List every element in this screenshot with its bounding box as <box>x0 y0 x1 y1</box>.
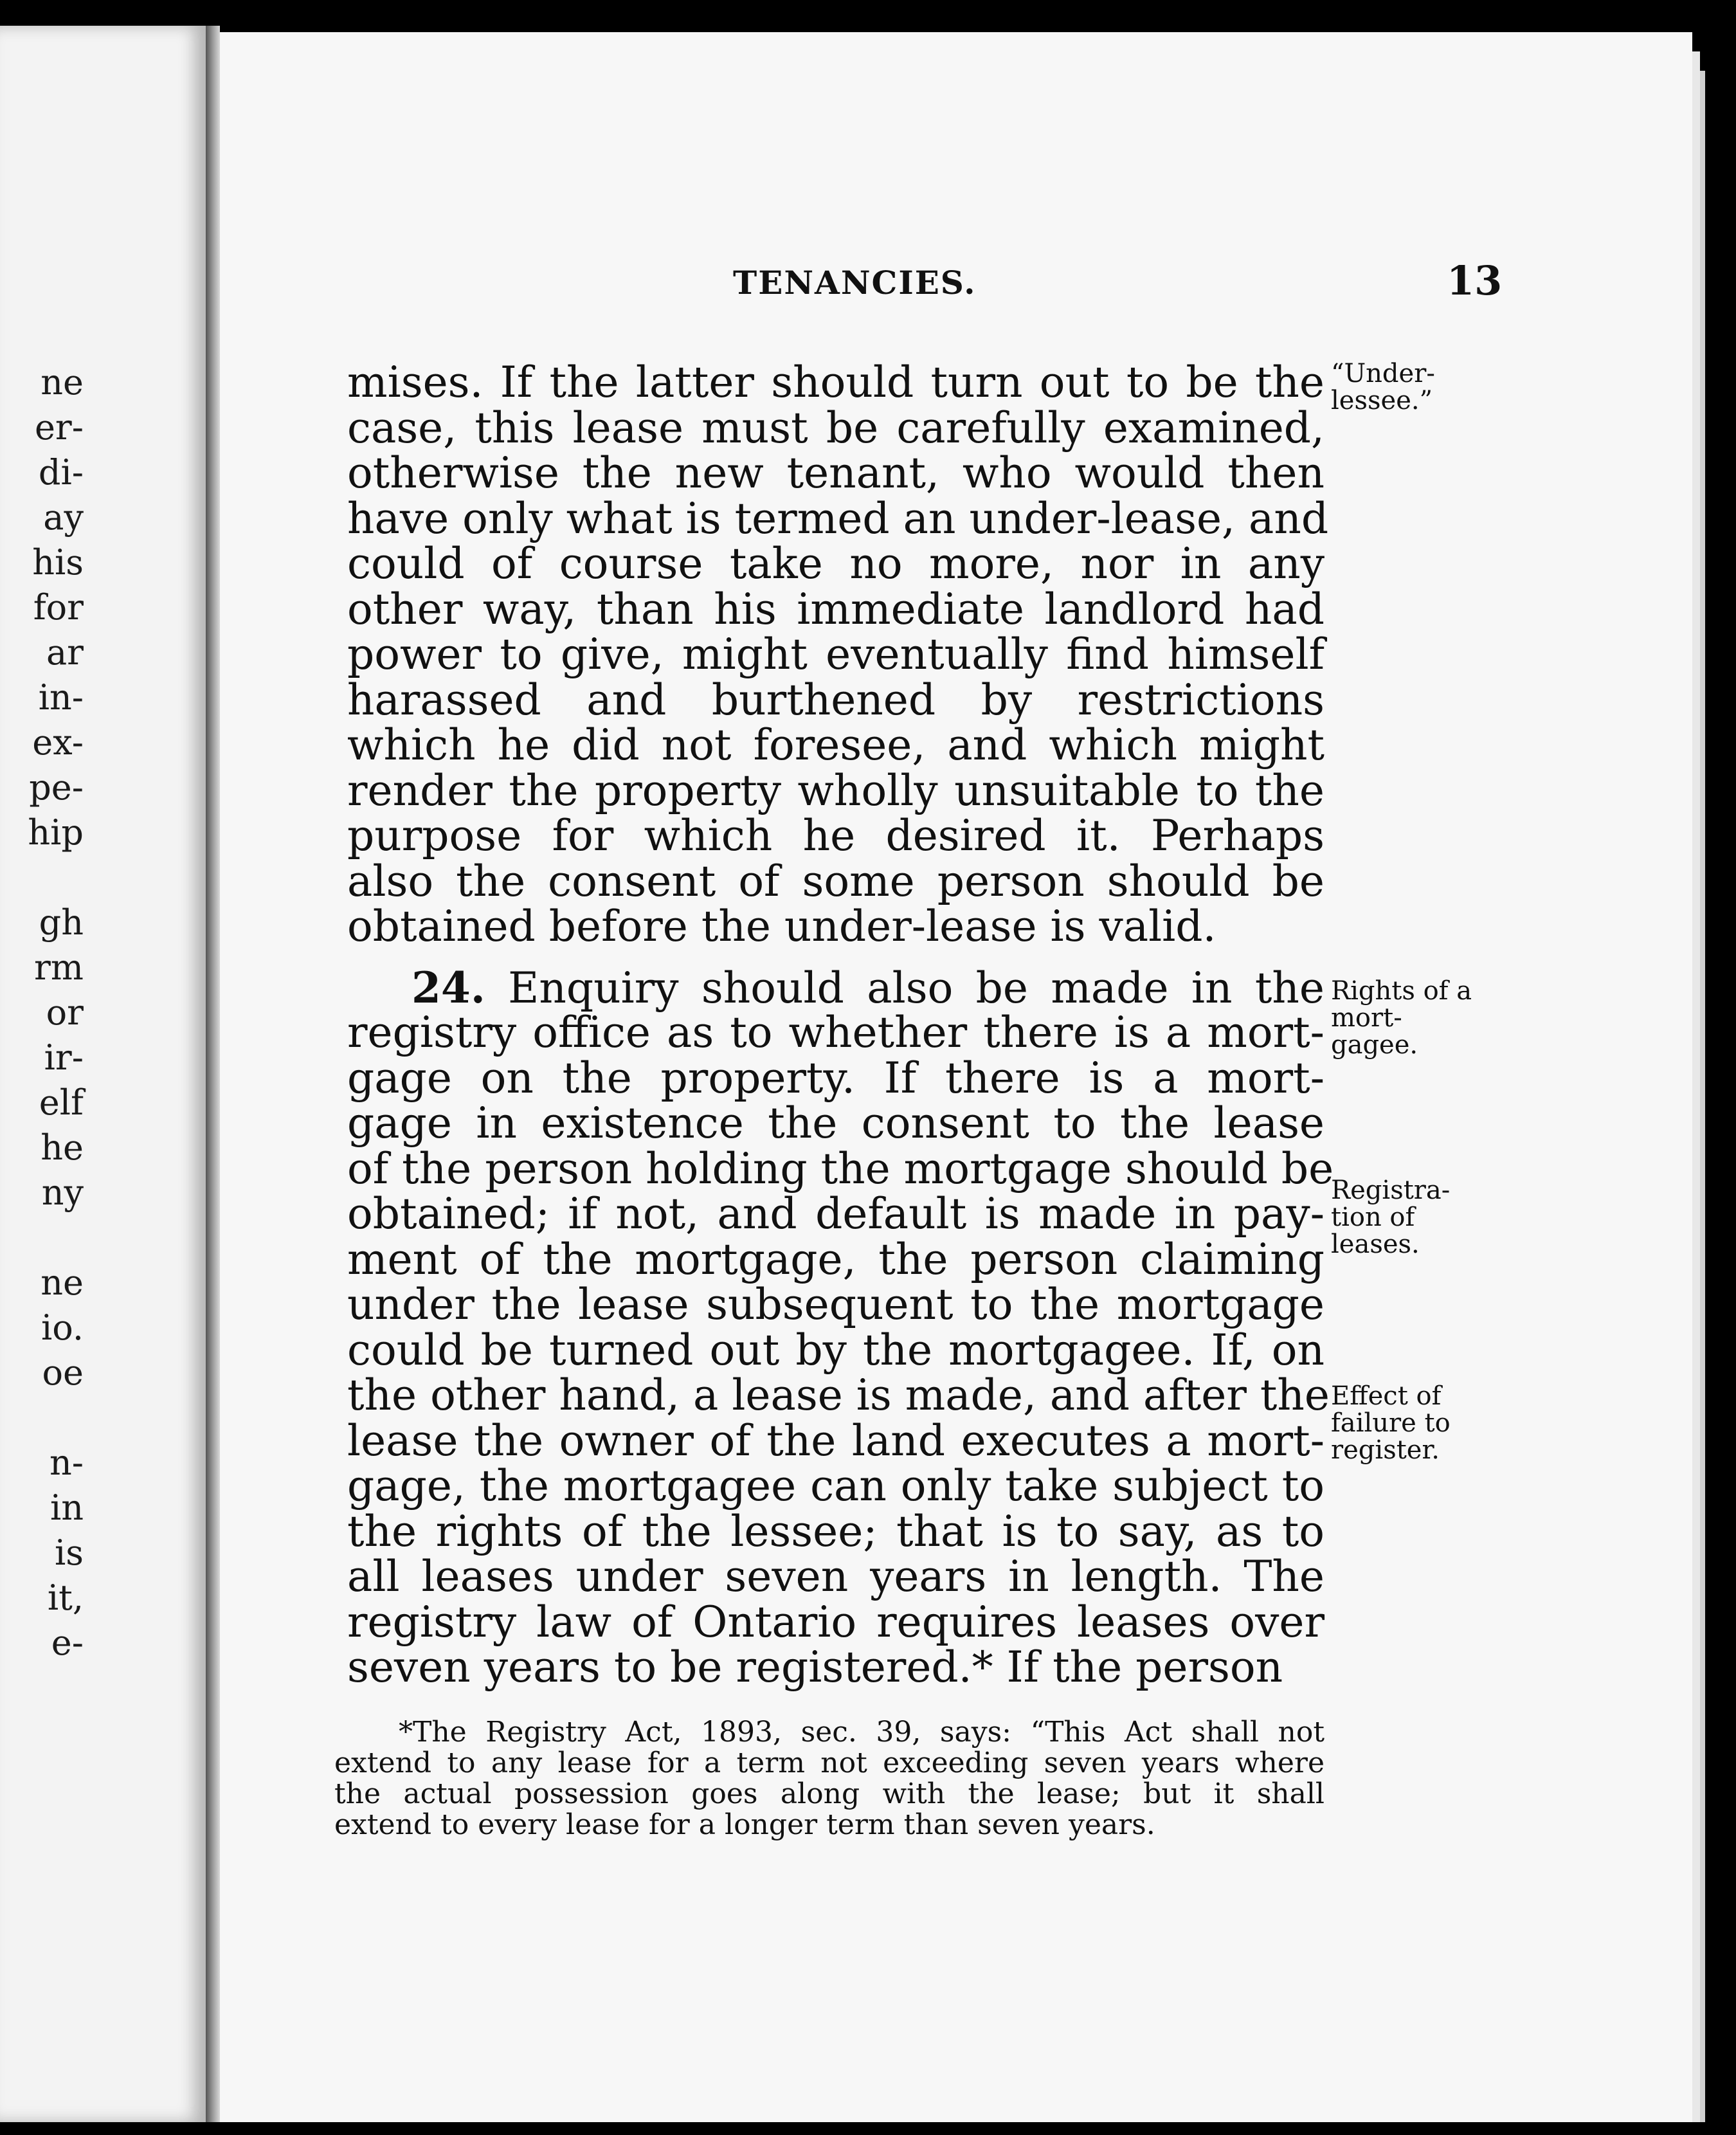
text-line: could of course take no more, nor in any <box>347 539 1325 588</box>
left-page-fragments <box>0 360 84 1666</box>
text-line: have only what is termed an under-lease, and <box>347 493 1329 543</box>
text-line: seven years to be registered.* If the person <box>347 1642 1283 1692</box>
left-page-fragment: elf <box>39 1082 84 1123</box>
page-number: 13 <box>1447 257 1503 304</box>
text-line: could be turned out by the mortgagee. If, on <box>347 1325 1325 1375</box>
margin-note-effect-of-failure: Effect of failure to register. <box>1331 1381 1451 1465</box>
text-line: lease the owner of the land executes a mort- <box>347 1415 1325 1466</box>
text-line: other way, than his immediate landlord had <box>347 584 1325 634</box>
left-page-fragment: in- <box>38 677 84 718</box>
text-line: render the property wholly unsuitable to the <box>347 765 1325 815</box>
body-text <box>347 358 1334 1692</box>
text-line: purpose for which he desired it. Perhaps <box>347 811 1325 860</box>
left-page-fragment: ay <box>43 497 84 538</box>
text-line: the other hand, a lease is made, and after the <box>347 1370 1330 1420</box>
left-page-fragment <box>0 855 84 900</box>
text-line: registry office as to whether there is a mort- <box>347 1008 1325 1057</box>
left-page-fragment: or <box>46 992 84 1033</box>
text-line: mises. If the latter should turn out to be the <box>347 358 1325 407</box>
text-line: power to give, might eventually find himself <box>347 630 1325 679</box>
left-page-fragment: ny <box>41 1172 84 1213</box>
left-page-fragment: he <box>41 1127 84 1168</box>
left-page-fragment: e- <box>51 1622 84 1663</box>
text-line: obtained; if not, and default is made in pay- <box>347 1189 1325 1239</box>
left-page-fragment: n- <box>49 1442 84 1483</box>
left-page-fragment: er- <box>34 407 84 448</box>
left-page-fragment: rm <box>33 947 84 988</box>
margin-note-registration-of-leases: Registra-tion of leases. <box>1331 1176 1451 1259</box>
text-line: all leases under seven years in length. The <box>347 1552 1325 1601</box>
text-line: otherwise the new tenant, who would then <box>347 448 1325 498</box>
page-edge-shadow <box>1700 71 1705 2122</box>
left-page-fragment: ne <box>41 362 84 403</box>
left-page-fragment: in <box>50 1487 84 1528</box>
left-page-fragment: ne <box>41 1262 84 1303</box>
left-page <box>0 26 206 2122</box>
text-line: gage on the property. If there is a mort- <box>347 1053 1325 1103</box>
margin-note-rights-of-mortgagee: Rights of a mort-gagee. <box>1331 976 1472 1060</box>
text-line: also the consent of some person should be <box>347 856 1325 906</box>
text-line: which he did not foresee, and which might <box>347 720 1325 770</box>
left-page-fragment <box>0 1395 84 1440</box>
paragraph-1 <box>347 358 1329 951</box>
footnote-line: extend to every lease for a longer term than seven years. <box>334 1808 1155 1841</box>
text-line: harassed and burthened by restrictions <box>347 675 1325 725</box>
left-page-fragment: oe <box>42 1352 84 1393</box>
left-page-fragment: his <box>32 542 84 583</box>
page-edge <box>1692 51 1700 2122</box>
text-line: of the person holding the mortgage should be <box>347 1143 1334 1194</box>
footnote <box>334 1717 1325 1840</box>
margin-note-under-lessee: “Under-lessee.” <box>1331 359 1435 415</box>
left-page-fragment: ir- <box>44 1037 84 1078</box>
left-page-fragment: ar <box>46 632 84 673</box>
text-line: the rights of the lessee; that is to say, as to <box>347 1506 1325 1556</box>
left-page-fragment: di- <box>38 452 84 493</box>
text-line: gage in existence the consent to the lease <box>347 1098 1325 1148</box>
text-line: registry law of Ontario requires leases over <box>347 1597 1325 1647</box>
text-line: case, this lease must be carefully examined, <box>347 403 1325 453</box>
paragraph-24-first-line: 24. Enquiry should also be made in the <box>411 962 1325 1013</box>
left-page-fragment: pe- <box>29 767 84 808</box>
left-page-fragment: it, <box>47 1577 84 1618</box>
text-line: ment of the mortgage, the person claiming <box>347 1234 1325 1284</box>
paragraph-number: 24. <box>411 962 485 1013</box>
book-gutter <box>206 26 220 2122</box>
text-line: obtained before the under-lease is valid. <box>347 902 1216 951</box>
text-line: gage, the mortgagee can only take subject to <box>347 1461 1325 1511</box>
footnote-line: *The Registry Act, 1893, sec. 39, says: “This Act shall not <box>399 1716 1325 1749</box>
footnote-line: the actual possession goes along with the lease; but it shall <box>334 1777 1325 1810</box>
paragraph-24 <box>347 962 1334 1692</box>
left-page-fragment <box>0 1215 84 1260</box>
footnote-line: extend to any lease for a term not exceeding seven years where <box>334 1747 1325 1779</box>
running-head: TENANCIES. <box>733 264 977 302</box>
left-page-fragment: io. <box>41 1307 84 1348</box>
left-page-fragment: is <box>55 1532 84 1573</box>
left-page-fragment: ex- <box>32 722 84 763</box>
text-line: under the lease subsequent to the mortgage <box>347 1280 1325 1329</box>
left-page-fragment: for <box>33 587 84 628</box>
left-page-fragment: hip <box>28 812 84 853</box>
left-page-fragment: gh <box>39 902 84 943</box>
